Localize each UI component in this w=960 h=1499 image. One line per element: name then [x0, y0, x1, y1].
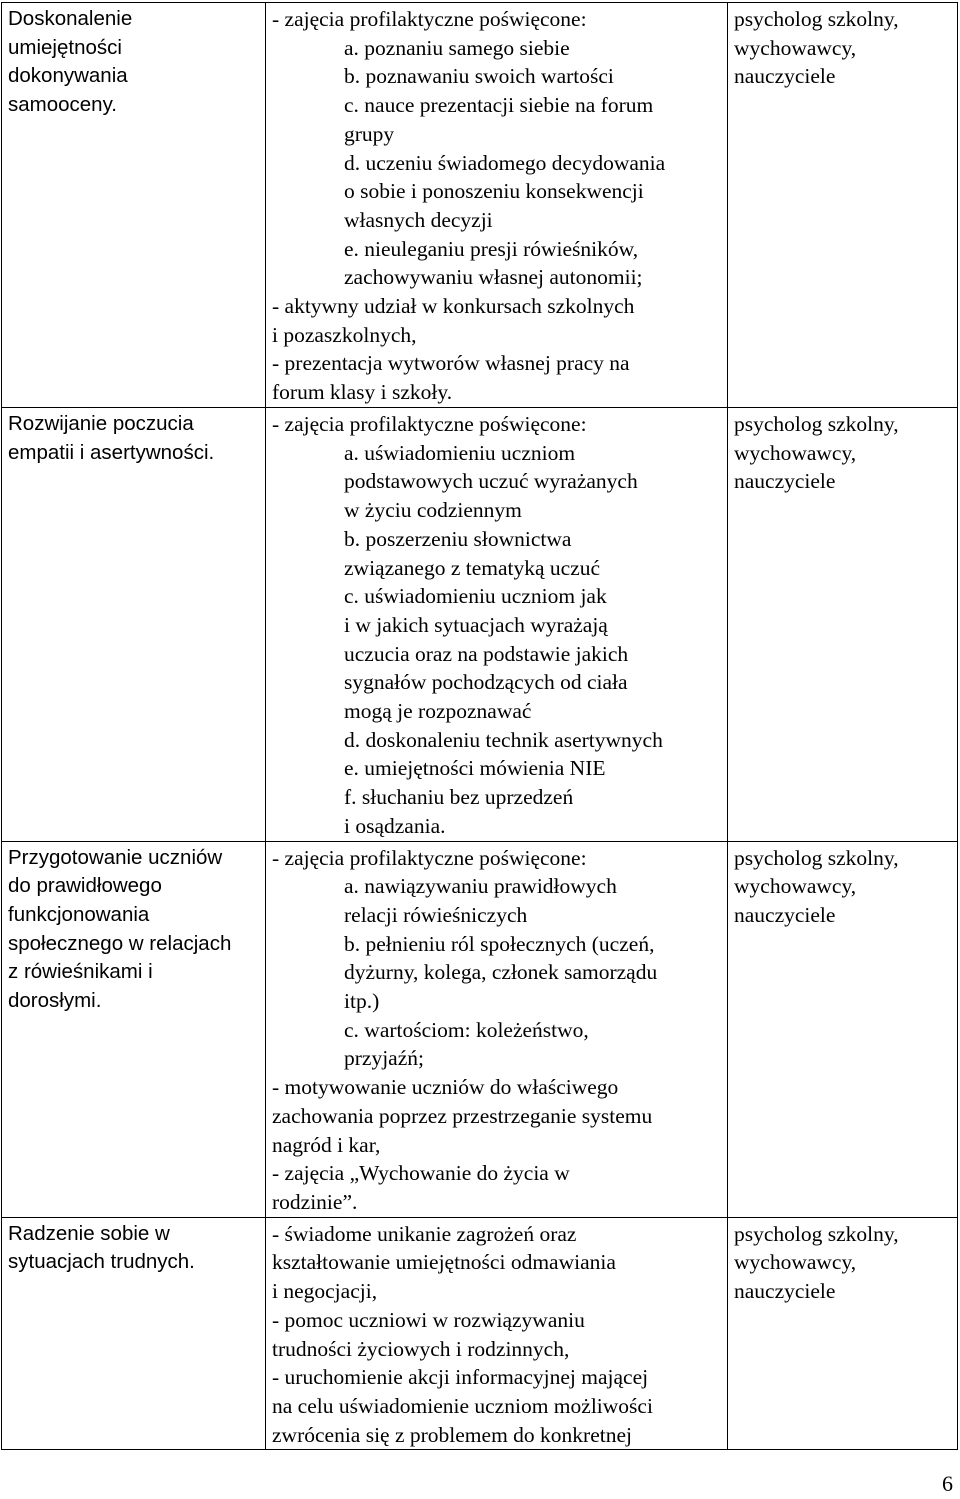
responsible-line: nauczyciele: [734, 64, 836, 89]
table-row: [2, 3, 958, 408]
goal-line: dorosłymi.: [8, 989, 102, 1013]
task-line: - aktywny udział w konkursach szkolnych: [272, 294, 635, 319]
responsible-line: psycholog szkolny,: [734, 845, 899, 870]
task-line: na celu uświadomienie uczniom możliwości: [272, 1393, 653, 1418]
task-line: - zajęcia „Wychowanie do życia w: [272, 1161, 570, 1186]
responsible-line: nauczyciele: [734, 1279, 836, 1304]
task-line: własnych decyzji: [344, 207, 493, 232]
task-line: a. uświadomieniu uczniom: [344, 440, 576, 465]
task-line: związanego z tematyką uczuć: [344, 555, 601, 580]
task-line: dyżurny, kolega, członek samorządu: [344, 960, 658, 985]
responsible-line: psycholog szkolny,: [734, 1221, 899, 1246]
responsible-cell: [728, 1217, 958, 1450]
task-line: trudności życiowych i rodzinnych,: [272, 1336, 570, 1361]
task-line: grupy: [344, 121, 395, 146]
task-line: - zajęcia profilaktyczne poświęcone:: [272, 845, 587, 870]
goal-line: empatii i asertywności.: [8, 440, 215, 464]
task-line: relacji rówieśniczych: [344, 902, 528, 927]
goal-line: z rówieśnikami i: [8, 960, 153, 984]
goal-line: samooceny.: [8, 93, 118, 117]
table-row: [2, 408, 958, 842]
task-line: mogą je rozpoznawać: [344, 699, 532, 724]
responsible-line: nauczyciele: [734, 469, 836, 494]
task-line: rodzinie”.: [272, 1189, 358, 1214]
tasks-cell: [266, 3, 728, 408]
goal-cell: [2, 1217, 266, 1450]
task-line: a. nawiązywaniu prawidłowych: [344, 874, 617, 899]
task-line: i osądzania.: [344, 813, 446, 838]
responsible-line: nauczyciele: [734, 902, 836, 927]
responsible-line: wychowawcy,: [734, 1250, 857, 1275]
goal-line: sytuacjach trudnych.: [8, 1250, 195, 1274]
task-line: i negocjacji,: [272, 1279, 378, 1304]
goal-line: Doskonalenie: [8, 7, 133, 30]
task-line: - motywowanie uczniów do właściwego: [272, 1075, 619, 1100]
task-line: w życiu codziennym: [344, 498, 522, 523]
task-line: podstawowych uczuć wyrażanych: [344, 469, 638, 494]
goal-line: umiejętności: [8, 35, 122, 59]
goal-line: do prawidłowego: [8, 874, 162, 898]
task-line: - prezentacja wytworów własnej pracy na: [272, 351, 630, 376]
task-line: e. nieuleganiu presji rówieśników,: [344, 236, 639, 261]
page-number: 6: [942, 1471, 953, 1496]
goal-cell: [2, 3, 266, 408]
task-line: zwrócenia się z problemem do konkretnej: [272, 1422, 632, 1447]
responsible-cell: [728, 841, 958, 1217]
task-line: forum klasy i szkoły.: [272, 380, 453, 405]
goal-cell: [2, 841, 266, 1217]
task-line: zachowania poprzez przestrzeganie systemu: [272, 1103, 653, 1128]
task-line: - pomoc uczniowi w rozwiązywaniu: [272, 1307, 585, 1332]
responsible-line: wychowawcy,: [734, 440, 857, 465]
program-table: [1, 2, 958, 1450]
task-line: f. słuchaniu bez uprzedzeń: [344, 785, 574, 810]
task-line: a. poznaniu samego siebie: [344, 35, 570, 60]
responsible-cell: [728, 3, 958, 408]
goal-line: Rozwijanie poczucia: [8, 412, 194, 435]
task-line: przyjaźń;: [344, 1046, 424, 1071]
task-line: d. uczeniu świadomego decydowania: [344, 150, 666, 175]
responsible-line: psycholog szkolny,: [734, 412, 899, 436]
task-line: uczucia oraz na podstawie jakich: [344, 641, 629, 666]
task-line: - uruchomienie akcji informacyjnej mającej: [272, 1365, 649, 1390]
task-line: kształtowanie umiejętności odmawiania: [272, 1250, 616, 1275]
task-line: itp.): [344, 989, 380, 1014]
goal-line: dokonywania: [8, 64, 128, 88]
tasks-cell: [266, 408, 728, 842]
responsible-line: psycholog szkolny,: [734, 7, 899, 31]
goal-cell: [2, 408, 266, 842]
goal-line: Radzenie sobie w: [8, 1221, 170, 1245]
table-row: [2, 1217, 958, 1450]
responsible-line: wychowawcy,: [734, 35, 857, 60]
task-line: - zajęcia profilaktyczne poświęcone:: [272, 7, 587, 31]
responsible-line: wychowawcy,: [734, 874, 857, 899]
task-line: d. doskonaleniu technik asertywnych: [344, 727, 663, 752]
task-line: c. nauce prezentacji siebie na forum: [344, 93, 654, 118]
goal-line: społecznego w relacjach: [8, 931, 232, 955]
table-row: [2, 841, 958, 1217]
goal-line: funkcjonowania: [8, 902, 150, 926]
task-line: b. poznawaniu swoich wartości: [344, 64, 614, 89]
responsible-cell: [728, 408, 958, 842]
task-line: i pozaszkolnych,: [272, 322, 417, 347]
goal-line: Przygotowanie uczniów: [8, 845, 223, 869]
task-line: b. poszerzeniu słownictwa: [344, 526, 572, 551]
task-line: - świadome unikanie zagrożeń oraz: [272, 1221, 577, 1246]
task-line: - zajęcia profilaktyczne poświęcone:: [272, 412, 587, 436]
tasks-cell: [266, 841, 728, 1217]
task-line: nagród i kar,: [272, 1132, 381, 1157]
program-table-body: [2, 3, 958, 1450]
tasks-cell: [266, 1217, 728, 1450]
task-line: e. umiejętności mówienia NIE: [344, 756, 606, 781]
task-line: zachowywaniu własnej autonomii;: [344, 265, 643, 290]
task-line: i w jakich sytuacjach wyrażają: [344, 612, 608, 637]
task-line: sygnałów pochodzących od ciała: [344, 670, 628, 695]
task-line: b. pełnieniu ról społecznych (uczeń,: [344, 931, 655, 956]
task-line: o sobie i ponoszeniu konsekwencji: [344, 179, 644, 204]
task-line: c. uświadomieniu uczniom jak: [344, 584, 607, 609]
task-line: c. wartościom: koleżeństwo,: [344, 1017, 589, 1042]
